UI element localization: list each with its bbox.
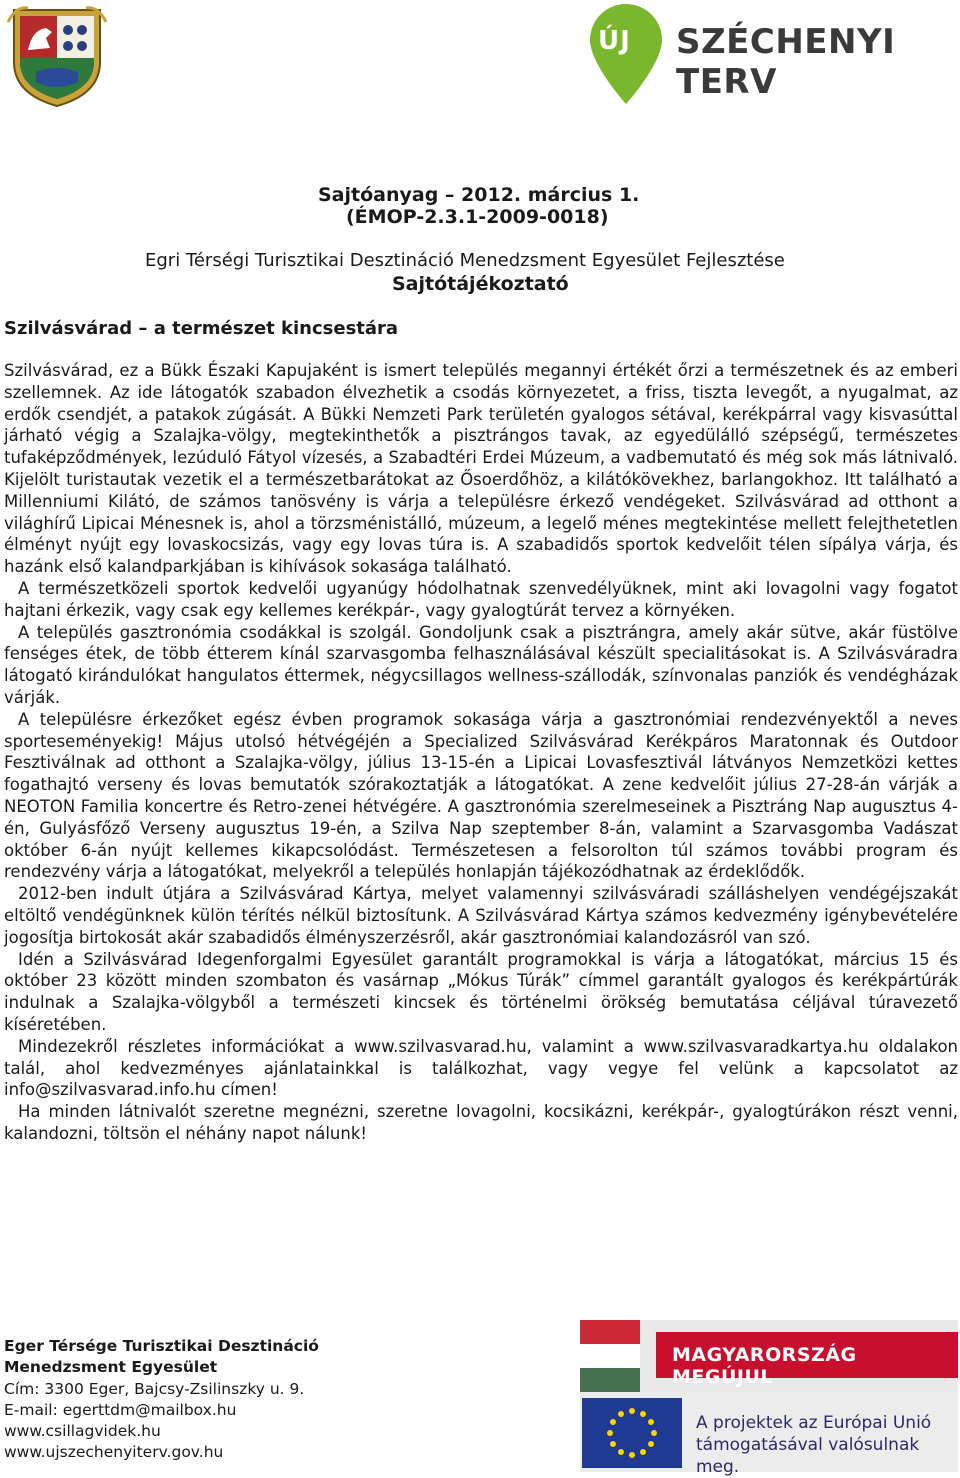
paragraph: Mindezekről részletes információkat a www.szilvasvarad.hu, valamint a www.szilvasvaradkartya.hu oldalakon talál, ahol kedvezményes ajánlatainkkal is találkozhat, vagy vegye fel velünk a kapcsolatot az info@szilvasvarad.info.hu címen! <box>4 1036 958 1100</box>
project-code: (ÉMOP-2.3.1-2009-0018) <box>346 206 609 228</box>
eu-text-line2: támogatásával valósulnak meg. <box>696 1435 920 1477</box>
press-release-date: Sajtóanyag – 2012. március 1. <box>318 184 640 206</box>
eu-flag-icon <box>582 1398 682 1468</box>
article-body <box>4 360 958 1145</box>
eu-text-line1: A projektek az Európai Unió <box>696 1413 932 1433</box>
paragraph: A település gasztronómia csodákkal is szolgál. Gondoljunk csak a pisztrángra, amely akár sütve, akár füstölve fenséges étek, de több étterem kínál szarvasgomba felhasználásával készült specialitásokat is. A Szilvásváradra látogató kirándulókat hangulatos éttermek, négycsillagos wellness-szállodák, színvonalas panziók és vendégházak várják. <box>4 622 958 707</box>
website-link[interactable]: www.ujszechenyiterv.gov.hu <box>4 1443 224 1462</box>
paragraph: 2012-ben indult útjára a Szilvásvárad Kártya, melyet valamennyi szilvásváradi szálláshelyen vendégéjszakát eltöltő vendégünknek külön térítés nélkül biztosítunk. A Szilvásvárad Kártya számos kedvezmény igénybevételére jogosítja birtokosát akár szabadidős élményszerzésről, akár gasztronómiai kalandozásról van szó. <box>4 884 958 947</box>
address: Cím: 3300 Eger, Bajcsy-Zsilinszky u. 9. <box>4 1379 305 1398</box>
paragraph: A természetközeli sportok kedvelői ugyanúgy hódolhatnak szenvedélyüknek, mint aki lovagolni vagy fogatot hajtani érkezik, vagy csak egy kellemes kerékpár-, vagy gyalogtúrát tervez a környéken. <box>4 578 958 620</box>
website-link[interactable]: www.csillagvidek.hu <box>4 1422 161 1441</box>
org-name-line1: Eger Térsége Turisztikai Desztináció <box>4 1337 319 1355</box>
org-name-line2: Menedzsment Egyesület <box>4 1358 218 1377</box>
email-link[interactable]: E-mail: egerttdm@mailbox.hu <box>4 1400 237 1419</box>
eu-support-text <box>696 1412 960 1478</box>
paragraph: A településre érkezőket egész évben programok sokasága várja a gasztronómiai rendezvényektől a neves sporteseményekig! Május utolsó hétvégéjén a Specialized Szilvásvárad Kerékpáros Maratonnak és Outdoor Fesztiválnak ad otthont a Szalajka-völgy, július 13-15-én a Lipicai Lovasfesztivál látványos Nemzetközi kettes fogathajtó verseny és lovas bemutatók szórakoztatják a látogatókat. A zene kedvelőit július 27-28-án várják a NEOTON Familia koncertre és Retro-zenei hétvégére. A gasztronómia szerelmeseinek a Pisztráng Nap augusztus 4-én, Gulyásfőző Verseny augusztus 19-én, a Szilva Nap szeptember 8-án, valamint a Szarvasgomba Vadászat október 6-án nyújt kellemes kikapcsolódást. Természetesen a felsorolton túl számos további program és rendezvény várja a látogatókat, melyekről a település honlapján tájékozódhatnak az érdeklődők. <box>4 709 958 882</box>
coat-of-arms-logo <box>6 2 108 108</box>
banner-text: MAGYARORSZÁG MEGÚJUL <box>672 1344 857 1388</box>
project-title: Egri Térségi Turisztikai Desztináció Menedzsment Egyesület Fejlesztése <box>145 250 785 271</box>
hungarian-flag-icon <box>580 1320 640 1392</box>
logo-szechenyi-terv: SZÉCHENYI TERV <box>676 22 896 102</box>
footer-contact <box>4 1336 319 1464</box>
paragraph: Szilvásvárad, ez a Bükk Északi Kapujaként is ismert település megannyi értékét őrzi a természetnek és az emberi szellemnek. Az ide látogatók szabadon élvezhetik a csodás környezetet, a friss, tiszta levegőt, a nyugalmat, az erdők csendjét, a patakok zúgását. A Bükki Nemzeti Park területén gyalogos sétával, kerékpárral vagy kisvasúttal járható végig a Szalajka-völgy, megtekinthetők a pisztrángos tavak, az egyedülálló szépségű, természetes tufaképződmények, lezúduló Fátyol vízesés, a Szabadtéri Erdei Múzeum, a vadbemutató és még sok más látnivaló. Kijelölt turistautak vezetik el a természetbarátokat az Ősoerdőhöz, a kilátókövekhez, barlangokhoz. Itt található a Millenniumi Kilátó, de számos tanösvény is várja a településre érkező vendégeket. Szilvásvárad ad otthont a világhírű Lipicai Ménesnek is, ahol a törzsménistálló, múzeum, a legelő ménes megtekintése mellett felejthetetlen élményt nyújt egy lovaskocsizás, vagy egy lovas túra is. A szabadidős sportok kedvelőit télen sípálya várja, és hazánk első kalandparkjában is kihívások sokasága található. <box>4 361 958 577</box>
paragraph: Idén a Szilvásvárad Idegenforgalmi Egyesület garantált programokkal is várja a látogatókat, március 15 és október 23 között minden szombaton és vasárnap „Mókus Túrák” címmel garantált gyalogos és kerékpártúrák indulnak a Szalajka-völgyből a természeti kincsek és történelmi örökség bemutatása céljával túravezető kíséretében. <box>4 949 958 1034</box>
logo-uj-text: ÚJ <box>598 26 631 56</box>
document-type: Sajtótájékoztató <box>392 273 569 295</box>
paragraph: Ha minden látnivalót szeretne megnézni, szeretne lovagolni, kocsikázni, kerékpár-, gyalogtúrákon részt venni, kalandozni, töltsön el néhány napot nálunk! <box>4 1102 958 1143</box>
article-subtitle: Szilvásvárad – a természet kincsestára <box>4 318 399 339</box>
